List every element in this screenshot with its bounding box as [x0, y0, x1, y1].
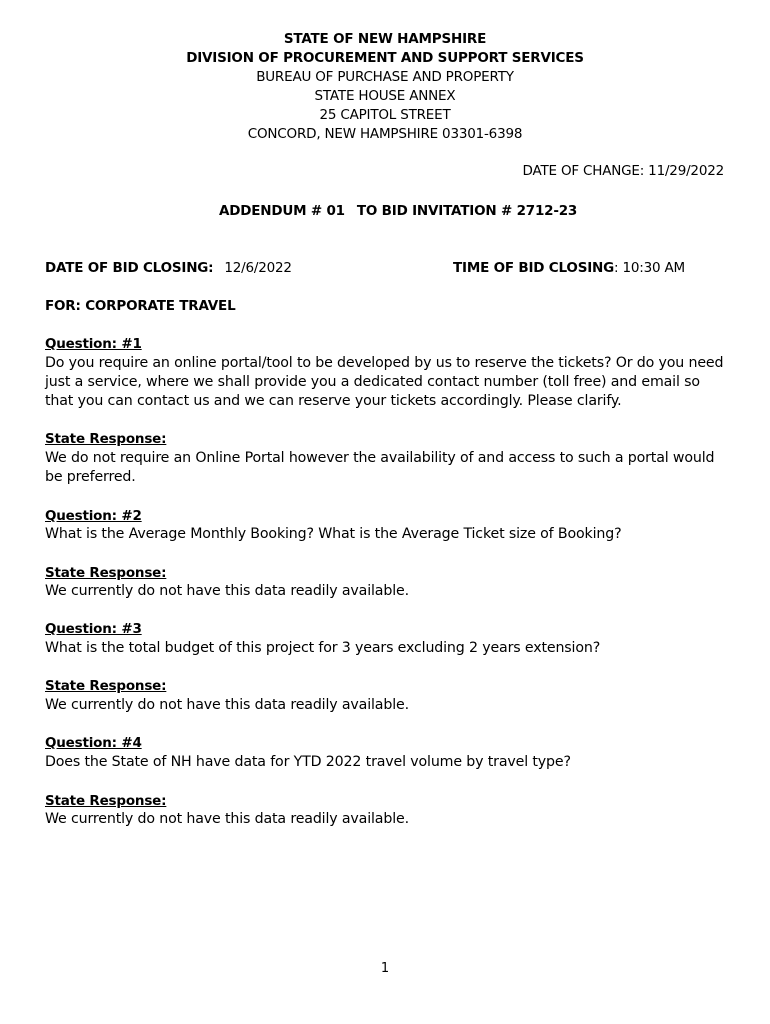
question-3-label: Question: #3: [45, 621, 142, 637]
bid-invitation-number: TO BID INVITATION # 2712-23: [356, 203, 578, 219]
response-3-text: We currently do not have this data readily available.: [45, 697, 409, 713]
header-street: 25 CAPITOL STREET: [319, 107, 451, 123]
response-2-text: We currently do not have this data readily available.: [45, 583, 409, 599]
date-of-change: DATE OF CHANGE: 11/29/2022: [522, 163, 724, 179]
header-division: DIVISION OF PROCUREMENT AND SUPPORT SERVICES: [186, 50, 584, 66]
bid-closing-date-label: DATE OF BID CLOSING:: [45, 260, 214, 276]
for-label: FOR: [45, 298, 76, 314]
header-annex: STATE HOUSE ANNEX: [314, 88, 456, 104]
response-4-text: We currently do not have this data readily available.: [45, 811, 409, 827]
page-number: 1: [380, 961, 390, 976]
bid-closing-date-value: 12/6/2022: [224, 260, 292, 276]
question-4-label: Question: #4: [45, 735, 142, 751]
for-line: [45, 297, 235, 316]
response-3-label: State Response:: [45, 678, 167, 694]
header-city: CONCORD, NEW HAMPSHIRE 03301-6398: [247, 126, 523, 142]
bid-closing-time: [453, 259, 685, 278]
question-4-text: Does the State of NH have data for YTD 2022 travel volume by travel type?: [45, 754, 571, 770]
header-state: STATE OF NEW HAMPSHIRE: [283, 31, 487, 47]
for-value: : CORPORATE TRAVEL: [75, 298, 236, 314]
response-1-label: State Response:: [45, 431, 167, 447]
question-2-label: Question: #2: [45, 508, 142, 524]
question-2-text: What is the Average Monthly Booking? What is the Average Ticket size of Booking?: [45, 526, 622, 542]
addendum-title: [219, 202, 577, 221]
question-3-text: What is the total budget of this project for 3 years excluding 2 years extension?: [45, 640, 601, 656]
response-1-text: We do not require an Online Portal however the availability of and access to such a portal would be preferred.: [45, 450, 715, 485]
bid-closing-time-label: TIME OF BID CLOSING: [453, 260, 615, 276]
question-1-label: Question: #1: [45, 336, 142, 352]
response-2-label: State Response:: [45, 565, 167, 581]
response-4-label: State Response:: [45, 793, 167, 809]
bid-closing-time-value: : 10:30 AM: [614, 260, 685, 276]
header-bureau: BUREAU OF PURCHASE AND PROPERTY: [256, 69, 514, 85]
bid-closing-date: [45, 259, 292, 278]
question-1-text: Do you require an online portal/tool to be developed by us to reserve the tickets? Or do you need just a service, where we shall provide you a dedicated contact number (toll free) and email so that you can contact us and we can reserve your tickets accordingly. Please clarify.: [45, 355, 724, 409]
addendum-number: ADDENDUM # 01: [219, 203, 345, 219]
